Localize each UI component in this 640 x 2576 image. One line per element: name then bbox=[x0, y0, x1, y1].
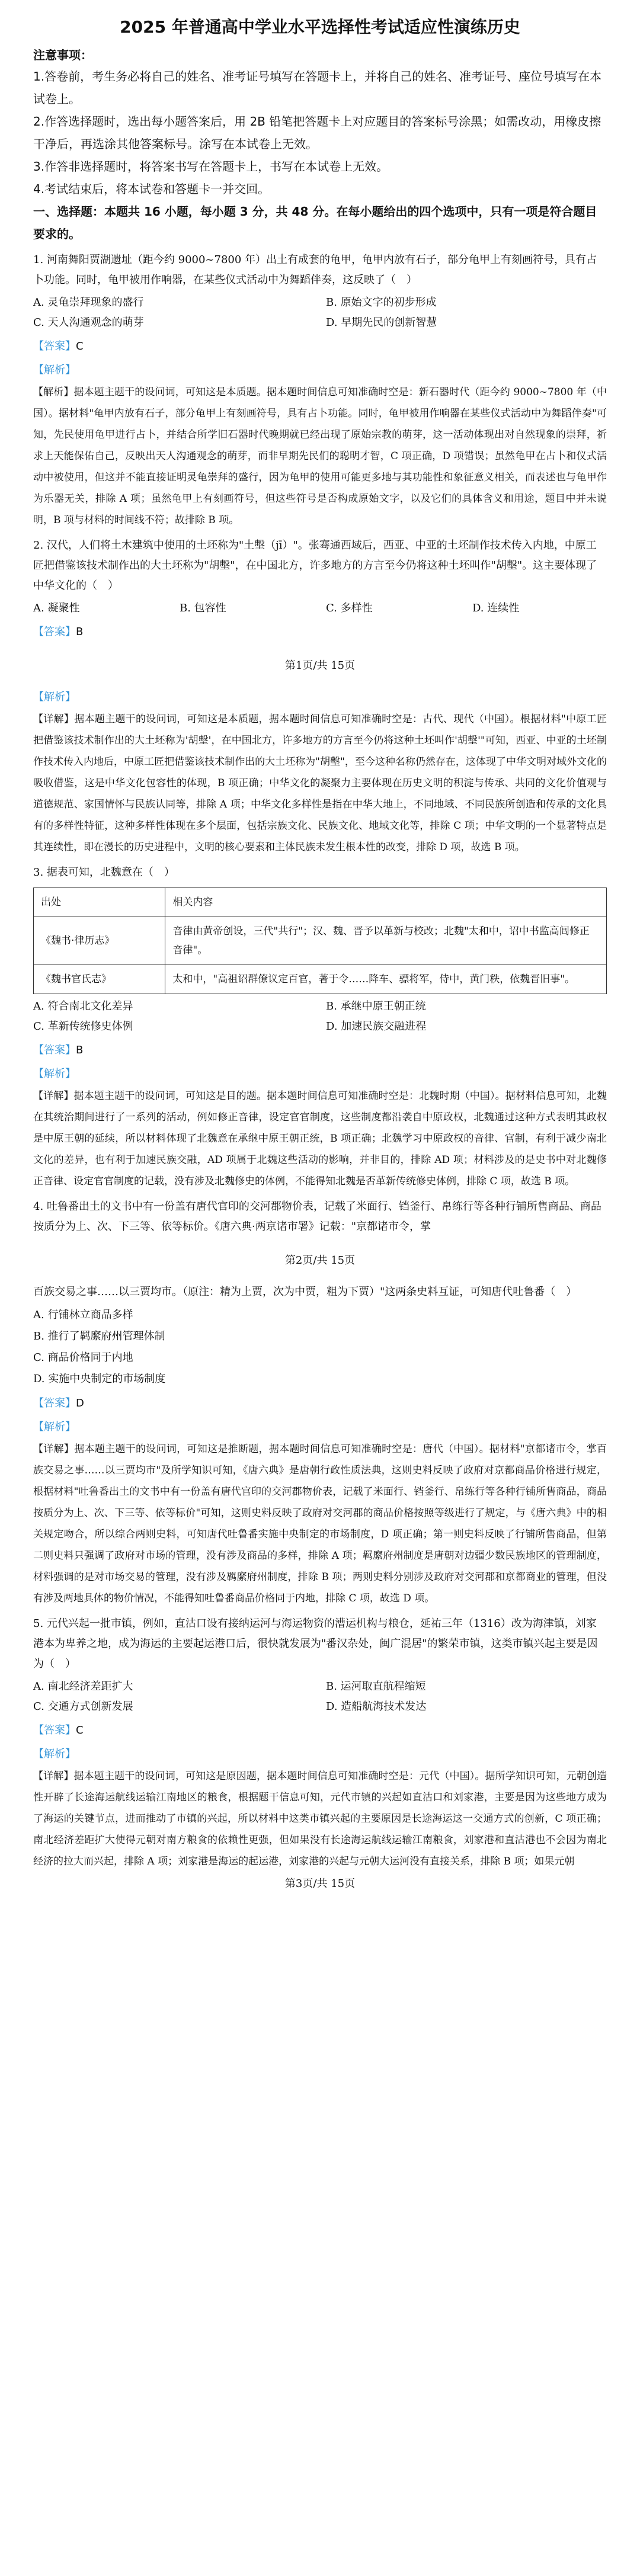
question-4-answer bbox=[33, 1393, 607, 1414]
question-5-option-a: A. 南北经济差距扩大 bbox=[33, 1680, 133, 1693]
question-4-stem-continued: 百族交易之事……以三贾均市。（原注：精为上贾，次为中贾，粗为下贾）"这两条史料互证，可知唐代吐鲁番（ ） bbox=[33, 1286, 577, 1298]
question-4-answer-value: D bbox=[76, 1397, 84, 1409]
page-number-3: 第3页/共 15页 bbox=[284, 1877, 356, 1890]
question-4-analysis: 【详解】据本题主题干的设问词，可知这是推断题，据本题时间信息可知准确时空是：唐代（中国）。据材料"京都诸市令，掌百族交易之事……以三贾均市"及所学知识可知，《唐六典》是唐朝行政性质法典，这则史料反映了政府对京都商品价格进行规定，根据材料"吐鲁番出土的文书中有一份盖有唐代官印的交河郡物价表，记载了米面行、铛釜行、帛练行等各种行铺所售商品，商品按质分为上、次、下三等、依等标价"可知，这则史料反映了政府对交河郡的商品价格按照等级进行了规定，与《唐六典》中的相关规定吻合，所以综合两则史料，可知唐代吐鲁番实施中央制定的市场制度，D 项正确；第一则史料反映了行铺所售商品，但第二则史料只强调了政府对市场的管理，没有涉及商品的多样，排除 A 项；羁縻府州制度是唐朝对边疆少数民族地区的管理制度，材料强调的是对市场交易的管理，没有涉及羁縻府州制度，排除 B 项；两则史料分别涉及政府对交河郡和京都商业的管理，但没有涉及两地具体的物价情况，不能得知吐鲁番商品价格同于内地，排除 C 项，故选 D 项。 bbox=[33, 1443, 607, 1604]
answer-label: 【答案】 bbox=[33, 626, 76, 638]
question-1-option-c: C. 天人沟通观念的萌芽 bbox=[33, 316, 144, 329]
notice-item-3: 3.作答非选择题时，将答案书写在答题卡上，书写在本试卷上无效。 bbox=[33, 159, 389, 174]
question-5-analysis-label: 【解析】 bbox=[33, 1748, 76, 1760]
notice-item-2: 2.作答选择题时，选出每小题答案后，用 2B 铅笔把答题卡上对应题目的答案标号涂黑；如需改动，用橡皮擦干净后，再选涂其他答案标号。涂写在本试卷上无效。 bbox=[33, 114, 601, 151]
question-2-analysis: 【详解】据本题主题干的设问词，可知这是本质题，据本题时间信息可知准确时空是：古代、现代（中国）。根据材料"中原工匠把借鉴该技术制作出的大土坯称为'胡墼'，在中国北方，许多地方的方言至今仍将这种土坯叫作'胡墼'"可知，西亚、中亚的土坯制作技术传入内地后，中原工匠把借鉴该技术制作出的大土坯称为"胡墼"，至今这种名称仍然存在，这体现了中华文明对域外文化的吸收借鉴，这是中华文化包容性的体现，B 项正确；中华文化的凝聚力主要体现在历史文明的积淀与传承、共同的文化价值观与道德规范、家国情怀与民族认同等，排除 A 项；中华文化多样性是指在中华大地上，不同地域、不同民族所创造和传承的文化具有的多样性特征，这种多样性体现在多个层面，包括宗族文化、民族文化、地域文化等，排除 C 项；中华文明的一个显著特点是其连续性，即在漫长的历史进程中，文明的核心要素和主体民族未发生根本性的改变，排除 D 项，故选 B 项。 bbox=[33, 713, 607, 853]
document-content bbox=[33, 0, 607, 1905]
table-cell: 太和中，"高祖诏群僚议定百官，著于令……降车、骠将军，侍中，黄门秩，依魏晋旧事"。 bbox=[165, 965, 607, 994]
question-3-answer-value: B bbox=[76, 1044, 84, 1056]
question-3-table bbox=[33, 887, 607, 994]
question-1-option-b: B. 原始文字的初步形成 bbox=[326, 296, 437, 309]
question-2-option-b: B. 包容性 bbox=[180, 602, 226, 614]
question-5-analysis: 【详解】据本题主题干的设问词，可知这是原因题，据本题时间信息可知准确时空是：元代（中国）。据所学知识可知，元朝创造性开辟了长途海运航线运输江南地区的粮食，根据题干信息可知，元代市镇的兴起如直沽口和刘家港，主要是因为这些地方成为了海运的关键节点，进而推动了市镇的兴起，所以材料中这类市镇兴起的主要原因是长途海运这一交通方式的创新，C 项正确；南北经济差距扩大使得元朝对南方粮食的依赖性更强，但如果没有长途海运航线运输江南粮食，刘家港和直沽港也不会因为南北经济的拉大而兴起，排除 A 项；刘家港是海运的起运港，刘家港的兴起与元朝大运河没有直接关系，排除 B 项；如果元朝 bbox=[33, 1770, 607, 1867]
question-3-analysis-label: 【解析】 bbox=[33, 1068, 76, 1080]
table-header-source: 出处 bbox=[34, 888, 165, 917]
question-2-answer-value: B bbox=[76, 626, 84, 638]
question-5-option-d: D. 造船航海技术发达 bbox=[326, 1700, 427, 1713]
table-header-content: 相关内容 bbox=[165, 888, 607, 917]
question-2-answer bbox=[33, 622, 607, 642]
question-2-option-c: C. 多样性 bbox=[326, 602, 373, 614]
question-2-analysis-label: 【解析】 bbox=[33, 691, 76, 703]
question-1-options bbox=[33, 293, 607, 333]
answer-label: 【答案】 bbox=[33, 1724, 76, 1736]
question-5-stem: 5. 元代兴起一批市镇，例如，直沽口设有接纳运河与海运物资的漕运机构与粮仓，延祐三年（1316）改为海津镇，刘家港本为卑养之地，成为海运的主要起运港口后，很快就发展为"番汉杂处，闽广混居"的繁荣市镇，这类市镇兴起主要是因为（ ） bbox=[33, 1617, 598, 1670]
notice-item-4: 4.考试结束后，将本试卷和答题卡一并交回。 bbox=[33, 182, 270, 196]
question-1-stem: 1. 河南舞阳贾湖遗址（距今约 9000~7800 年）出土有成套的龟甲，龟甲内放有石子，部分龟甲上有刻画符号，具有占卜功能。同时，龟甲被用作响器，在某些仪式活动中为舞蹈伴奏，这反映了（ ） bbox=[33, 254, 597, 286]
question-1-analysis-label: 【解析】 bbox=[33, 364, 76, 376]
question-4-options bbox=[33, 1305, 607, 1390]
table-row bbox=[34, 917, 607, 965]
question-5-answer bbox=[33, 1720, 607, 1741]
question-2-option-d: D. 连续性 bbox=[472, 602, 520, 614]
question-5-options bbox=[33, 1677, 607, 1717]
question-3-option-d: D. 加速民族交融进程 bbox=[326, 1020, 427, 1033]
question-1-answer bbox=[33, 337, 607, 357]
table-cell: 《魏书·律历志》 bbox=[34, 917, 165, 965]
section-heading: 一、选择题：本题共 16 小题，每小题 3 分，共 48 分。在每小题给出的四个选项中，只有一项是符合题目要求的。 bbox=[33, 204, 597, 241]
table-row bbox=[34, 965, 607, 994]
question-4-option-b: B. 推行了羁縻府州管理体制 bbox=[33, 1330, 165, 1343]
question-3-option-c: C. 革新传统修史体例 bbox=[33, 1020, 133, 1033]
table-cell: 音律由黄帝创设，三代"共行"；汉、魏、晋予以革新与校改；北魏"太和中，诏中书监高闾修正音律"。 bbox=[165, 917, 607, 965]
question-5-option-b: B. 运河取直航程缩短 bbox=[326, 1680, 426, 1693]
answer-label: 【答案】 bbox=[33, 1397, 76, 1409]
question-4-option-a: A. 行铺林立商品多样 bbox=[33, 1309, 133, 1321]
question-1-analysis: 【解析】据本题主题干的设问词，可知这是本质题。据本题时间信息可知准确时空是：新石器时代（距今约 9000~7800 年（中国）。据材料"龟甲内放有石子，部分龟甲上有刻画符号，具有占卜功能。同时，龟甲被用作响器在某些仪式活动中为舞蹈伴奏"可知，先民使用龟甲进行占卜，并结合所学旧石器时代晚期就已经出现了原始宗教的萌芽，这一活动体现出对自然现象的崇拜，祈求上天能保佑自己，反映出天人沟通观念的萌芽，而非早期先民们的聪明才智，C 项正确，D 项错误；虽然龟甲在占卜和仪式活动中被使用，但这并不能直接证明灵龟崇拜的盛行，因为龟甲的使用可能更多地与其功能性和象征意义相关，而表述也与龟甲作为乐器无关，排除 A 项；虽然龟甲上有刻画符号，但这些符号是否构成原始文字，以及它们的具体含义和用途，题目中并未说明，B 项与材料的时间线不符；故排除 B 项。 bbox=[33, 386, 607, 526]
notice-heading: 注意事项： bbox=[33, 48, 92, 62]
page-number-1: 第1页/共 15页 bbox=[284, 659, 356, 672]
question-3-answer bbox=[33, 1040, 607, 1060]
question-3-option-a: A. 符合南北文化差异 bbox=[33, 1000, 133, 1013]
question-1-option-a: A. 灵龟崇拜现象的盛行 bbox=[33, 296, 144, 309]
answer-label: 【答案】 bbox=[33, 1044, 76, 1056]
question-3-options bbox=[33, 997, 607, 1037]
question-3-option-b: B. 承继中原王朝正统 bbox=[326, 1000, 426, 1013]
question-3-stem: 3. 据表可知，北魏意在（ ） bbox=[33, 866, 175, 879]
question-4-option-c: C. 商品价格同于内地 bbox=[33, 1351, 133, 1364]
question-4-analysis-label: 【解析】 bbox=[33, 1421, 76, 1433]
question-1-answer-value: C bbox=[76, 340, 84, 353]
question-2-stem: 2. 汉代，人们将土木建筑中使用的土坯称为"土墼（jī）"。张骞通西域后，西亚、中亚的土坯制作技术传入内地，中原工匠把借鉴该技术制作出的大土坯称为"胡墼"，在中国北方，许多地方的方言至今仍将这种土坯叫作"胡墼"。这主要体现了中华文化的（ ） bbox=[33, 539, 597, 592]
question-4-stem: 4. 吐鲁番出土的文书中有一份盖有唐代官印的交河郡物价表，记载了米面行、铛釜行、帛练行等各种行铺所售商品、商品按质分为上、次、下三等、依等标价。《唐六典·两京诸市署》记载："京都诸市令，掌 bbox=[33, 1200, 601, 1233]
question-2-option-a: A. 凝聚性 bbox=[33, 602, 80, 614]
question-2-options bbox=[33, 598, 607, 619]
table-cell: 《魏书官氏志》 bbox=[34, 965, 165, 994]
answer-label: 【答案】 bbox=[33, 340, 76, 353]
page-number-2: 第2页/共 15页 bbox=[284, 1254, 356, 1267]
exam-title: 2025 年普通高中学业水平选择性考试适应性演练历史 bbox=[120, 17, 520, 37]
question-5-answer-value: C bbox=[76, 1724, 84, 1736]
question-4-option-d: D. 实施中央制定的市场制度 bbox=[33, 1373, 166, 1385]
question-3-analysis: 【详解】据本题主题干的设问词，可知这是目的题。据本题时间信息可知准确时空是：北魏时期（中国）。据材料信息可知，北魏在其统治期间进行了一系列的活动，例如修正音律，设定官官制度，这些制度都沿袭自中原政权，北魏通过这种方式表明其政权是中原王朝的延续，所以材料体现了北魏意在承继中原王朝正统，B 项正确；北魏学习中原政权的音律、官制，有利于减少南北文化的差异，也有利于加速民族交融，AD 项属于北魏这些活动的影响，并非目的，排除 AD 项；材料涉及的是史书中对北魏修正音律、设定官官制度的记载，没有涉及北魏修史的体例，不能得知北魏是否革新传统修史体例，排除 C 项，故选 B 项。 bbox=[33, 1090, 607, 1187]
question-5-option-c: C. 交通方式创新发展 bbox=[33, 1700, 133, 1713]
table-header-row bbox=[34, 888, 607, 917]
notice-item-1: 1.答卷前，考生务必将自己的姓名、准考证号填写在答题卡上，并将自己的姓名、准考证号、座位号填写在本试卷上。 bbox=[33, 69, 602, 106]
question-1-option-d: D. 早期先民的创新智慧 bbox=[326, 316, 437, 329]
